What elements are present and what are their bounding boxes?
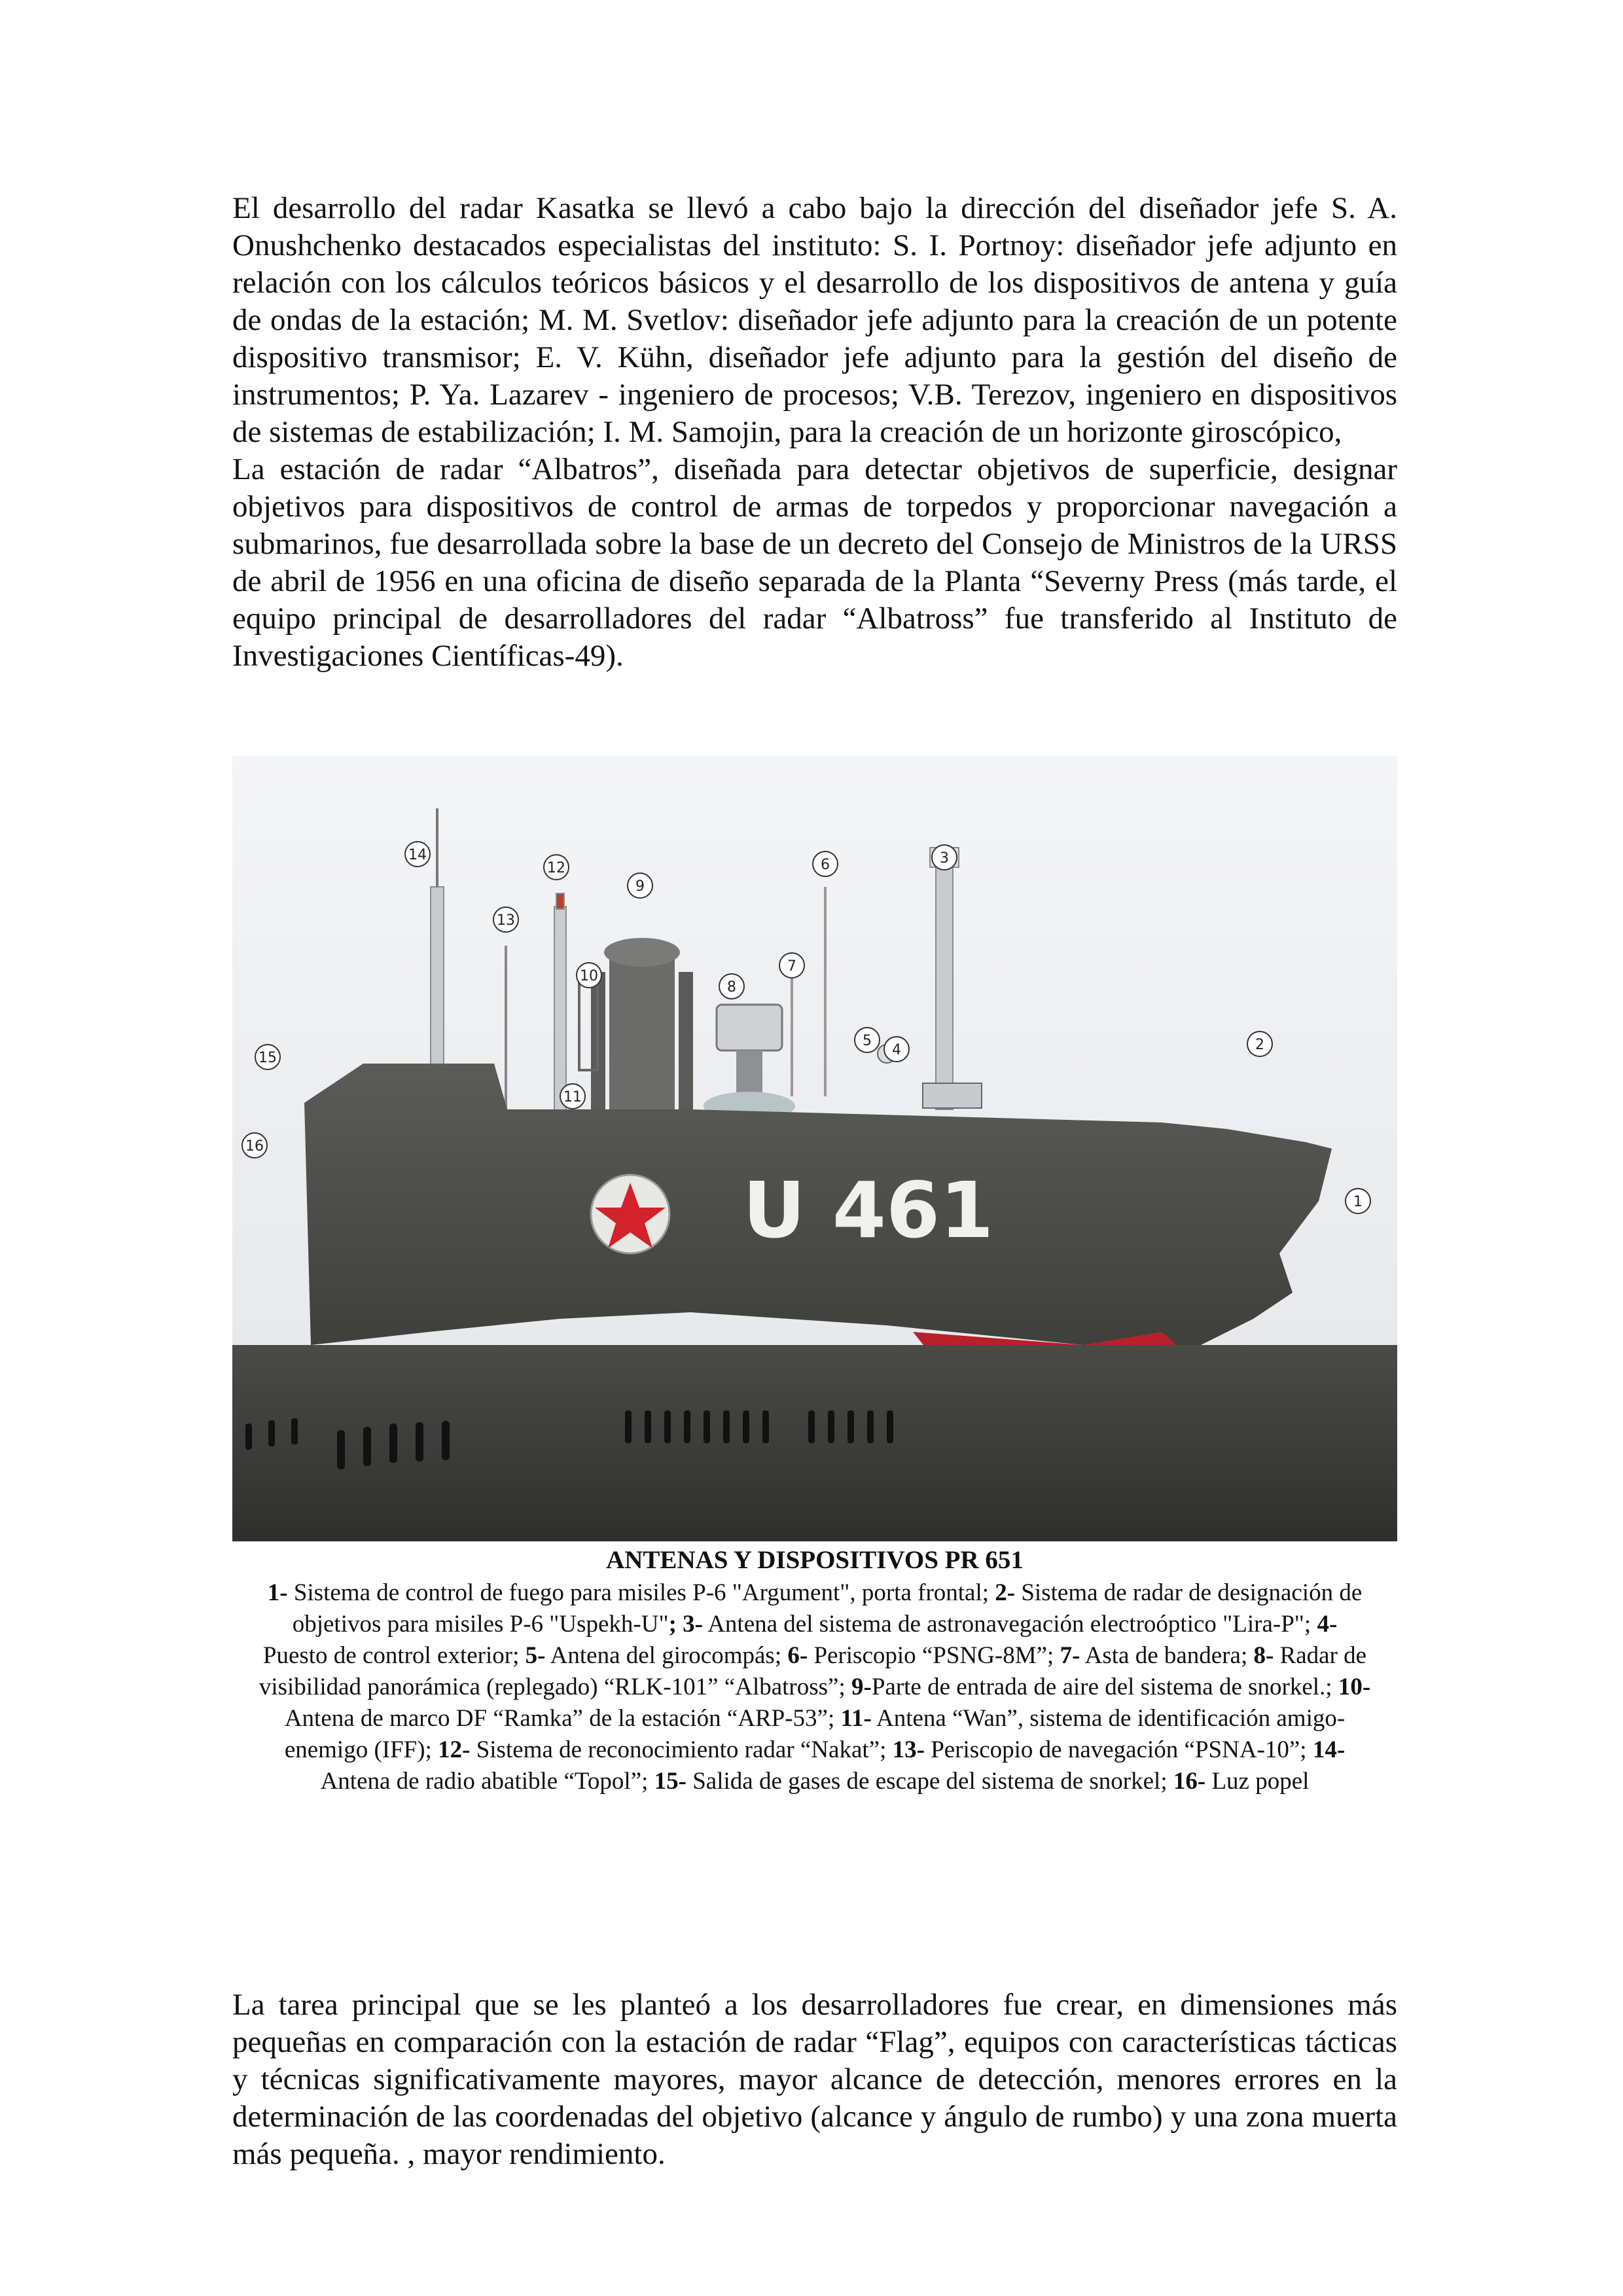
caption-item-num: 5-	[525, 1642, 546, 1669]
caption-item-num: 16-	[1173, 1768, 1206, 1795]
caption-item-text: Periscopio de navegación “PSNA-10”;	[924, 1736, 1313, 1763]
svg-text:14: 14	[408, 847, 427, 863]
caption-item-text: Periscopio “PSNG-8M”;	[808, 1642, 1060, 1669]
caption-item-text: Luz popel	[1205, 1768, 1310, 1795]
caption-item-text: Asta de bandera;	[1080, 1642, 1254, 1669]
caption-item-text: Sistema de radar de designación de objetivos para misiles P-6 "Uspekh-U"	[292, 1579, 1363, 1638]
caption-item-num: ;	[668, 1611, 677, 1638]
caption-item-num: 7-	[1060, 1642, 1080, 1669]
caption-item-text: Antena del sistema de astronavegación electroóptico "Lira-P";	[702, 1611, 1317, 1638]
caption-item-num: 2-	[995, 1579, 1016, 1606]
callout-6	[813, 852, 838, 876]
paragraph-1: El desarrollo del radar Kasatka se llevó a cabo bajo la dirección del diseñador jefe S. A. Onushchenko destacados especialistas del instituto: S. I. Portnoy: diseñador jefe adjunto en relación con los cálculos teóricos básicos y el desarrollo de los dispositivos de antena y guía de ondas de la estación; M. M. Svetlov: diseñador jefe adjunto para la creación de un potente dispositivo transmisor; E. V. Kühn, diseñador jefe adjunto para la gestión del diseño de instrumentos; P. Ya. Lazarev - ingeniero de procesos; V.B. Terezov, ingeniero en dispositivos de sistemas de estabilización; I. M. Samojin, para la creación de un horizonte giroscópico,	[232, 191, 1397, 449]
callout-7	[779, 953, 804, 978]
callout-12	[544, 855, 569, 880]
caption-item-num: 6-	[787, 1642, 808, 1669]
callout-2	[1247, 1031, 1272, 1056]
hull-number: U 461	[743, 1165, 994, 1255]
caption-item-num: 9-	[851, 1674, 872, 1700]
caption-item-text: Parte de entrada de aire del sistema de snorkel.;	[871, 1674, 1338, 1700]
caption-item-text: Antena “Wan”, sistema de identificación amigo-enemigo (IFF);	[284, 1705, 1346, 1763]
caption-item-text: Antena de marco DF “Ramka” de la estación “ARP-53”;	[284, 1705, 841, 1732]
caption-item-num: 10-	[1338, 1674, 1371, 1700]
caption-item-num: 12-	[438, 1736, 471, 1763]
callout-14	[405, 842, 430, 867]
caption-item-num: 13-	[892, 1736, 925, 1763]
caption-item-num: 4-	[1317, 1611, 1338, 1638]
submarine-photo	[232, 756, 1397, 1541]
caption-item-text: Salida de gases de escape del sistema de snorkel;	[686, 1768, 1173, 1795]
svg-text:6: 6	[821, 857, 830, 873]
svg-text:5: 5	[863, 1033, 872, 1049]
svg-text:15: 15	[259, 1050, 277, 1066]
svg-text:16: 16	[245, 1138, 264, 1155]
paragraph-2: La estación de radar “Albatros”, diseñada para detectar objetivos de superficie, designar objetivos para dispositivos de control de armas de torpedos y proporcionar navegación a submarinos, fue desarrollada sobre la base de un decreto del Consejo de Ministros de la URSS de abril de 1956 en una oficina de diseño separada de la Planta “Severny Press (más tarde, el equipo principal de desarrolladores del radar “Albatross” fue transferido al Instituto de Investigaciones Científicas-49).	[232, 452, 1397, 673]
callout-5	[855, 1028, 880, 1052]
svg-text:3: 3	[940, 850, 949, 867]
svg-text:9: 9	[635, 878, 645, 895]
svg-text:7: 7	[787, 958, 796, 975]
svg-text:4: 4	[892, 1042, 901, 1058]
paragraph-3: La tarea principal que se les planteó a los desarrolladores fue crear, en dimensiones más pequeñas en comparación con la estación de radar “Flag”, equipos con características tácticas y técnicas significativamente mayores, mayor alcance de detección, menores errores en la determinación de las coordenadas del objetivo (alcance y ángulo de rumbo) y una zona muerta más pequeña. , mayor rendimiento.	[232, 1988, 1397, 2171]
caption-item-num: 3-	[683, 1611, 703, 1638]
callout-4	[884, 1037, 909, 1062]
caption-item-text: Puesto de control exterior;	[262, 1642, 526, 1669]
svg-text:13: 13	[497, 912, 515, 929]
caption-item-text: Radar de visibilidad panorámica (replegado) “RLK-101” “Albatross”;	[259, 1642, 1367, 1700]
callout-9	[628, 873, 652, 898]
svg-text:12: 12	[547, 860, 565, 876]
caption-item-text: Sistema de reconocimiento radar “Nakat”;	[470, 1736, 893, 1763]
figure-caption	[259, 1545, 1371, 1797]
lower-hull	[232, 1345, 1397, 1541]
callout-3	[932, 845, 957, 870]
callout-16	[242, 1133, 267, 1158]
svg-text:10: 10	[580, 968, 598, 984]
callout-10	[577, 963, 601, 988]
svg-text:1: 1	[1353, 1194, 1363, 1210]
callout-15	[255, 1045, 280, 1069]
caption-item-text: Antena del girocompás;	[545, 1642, 788, 1669]
caption-item-text	[677, 1611, 683, 1638]
caption-item-text: Sistema de control de fuego para misiles P-6 "Argument", porta frontal;	[287, 1579, 995, 1606]
body-text-top	[232, 190, 1397, 675]
caption-item-num: 14-	[1312, 1736, 1346, 1763]
callout-11	[560, 1084, 585, 1109]
svg-text:2: 2	[1255, 1037, 1264, 1053]
caption-item-num: 11-	[840, 1705, 872, 1732]
caption-item-num: 15-	[654, 1768, 687, 1795]
caption-item-num: 1-	[267, 1579, 288, 1606]
callout-8	[719, 974, 744, 999]
callout-13	[493, 907, 518, 932]
caption-item-num: 8-	[1253, 1642, 1274, 1669]
caption-title: ANTENAS Y DISPOSITIVOS PR 651	[606, 1546, 1024, 1574]
caption-item-text: Antena de radio abatible “Topol”;	[320, 1768, 654, 1795]
svg-text:11: 11	[563, 1089, 582, 1105]
svg-text:8: 8	[727, 979, 736, 996]
callout-1	[1346, 1189, 1370, 1213]
red-star-emblem	[591, 1175, 669, 1253]
